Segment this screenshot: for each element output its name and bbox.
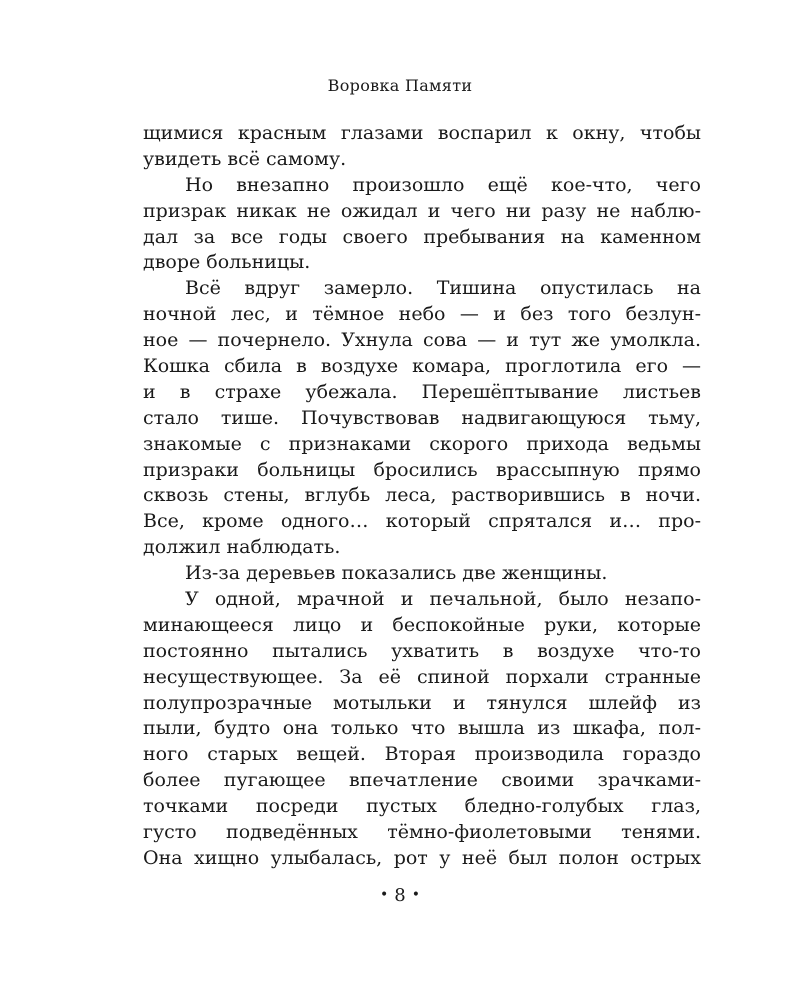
- text-line: Все, кроме одного… который спрятался и… про-: [143, 510, 701, 533]
- text-line: минающееся лицо и беспокойные руки, которые: [143, 613, 701, 636]
- text-line: ночной лес, и тёмное небо — и без того безлун-: [143, 303, 701, 326]
- text-line: щимися красным глазами воспарил к окну, чтобы: [143, 122, 701, 144]
- text-line: Она хищно улыбалась, рот у неё был полон острых: [143, 846, 701, 869]
- text-line: дал за все годы своего пребывания на каменном: [143, 225, 701, 248]
- text-line: полупрозрачные мотыльки и тянулся шлейф из: [143, 691, 701, 714]
- text-line: У одной, мрачной и печальной, было незапо-: [185, 588, 701, 611]
- text-line: призраки больницы бросились врассыпную прямо: [143, 458, 701, 481]
- text-line: должил наблюдать.: [143, 536, 341, 559]
- text-line: сквозь стены, вглубь леса, растворившись в ночи.: [143, 484, 701, 507]
- running-head: Воровка Памяти: [327, 76, 473, 95]
- text-line: точками посреди пустых бледно-голубых глаз,: [143, 795, 701, 818]
- text-line: более пугающее впечатление своими зрачками-: [143, 769, 701, 792]
- text-line: увидеть всё самому.: [143, 147, 347, 170]
- text-line: дворе больницы.: [143, 251, 311, 274]
- text-line: стало тише. Почувствовав надвигающуюся тьму,: [143, 406, 701, 429]
- folio-ornament-right: •: [411, 887, 420, 903]
- text-line: постоянно пытались ухватить в воздухе что-то: [143, 639, 701, 662]
- text-line: пыли, будто она только что вышла из шкафа, пол-: [143, 717, 701, 740]
- text-line: призрак никак не ожидал и чего ни разу не наблю-: [143, 199, 701, 222]
- text-line: ное — почернело. Ухнула сова — и тут же умолкла.: [143, 329, 701, 352]
- text-line: Кошка сбила в воздухе комара, проглотила его —: [143, 355, 701, 378]
- text-line: несуществующее. За её спиной порхали странные: [143, 665, 701, 688]
- page-number: [0, 885, 800, 906]
- folio-ornament-left: •: [380, 887, 389, 903]
- body-text: [143, 121, 701, 872]
- text-line: ного старых вещей. Вторая производила гораздо: [143, 743, 701, 766]
- text-line: Из-за деревьев показались две женщины.: [185, 562, 608, 585]
- text-line: Всё вдруг замерло. Тишина опустилась на: [185, 277, 701, 300]
- page-number-value: 8: [394, 885, 406, 906]
- text-line: густо подведённых тёмно-фиолетовыми тенями.: [143, 821, 701, 844]
- text-line: и в страхе убежала. Перешёптывание листьев: [143, 380, 701, 403]
- text-line: Но внезапно произошло ещё кое-что, чего: [185, 173, 701, 196]
- text-line: знакомые с признаками скорого прихода ведьмы: [143, 432, 701, 455]
